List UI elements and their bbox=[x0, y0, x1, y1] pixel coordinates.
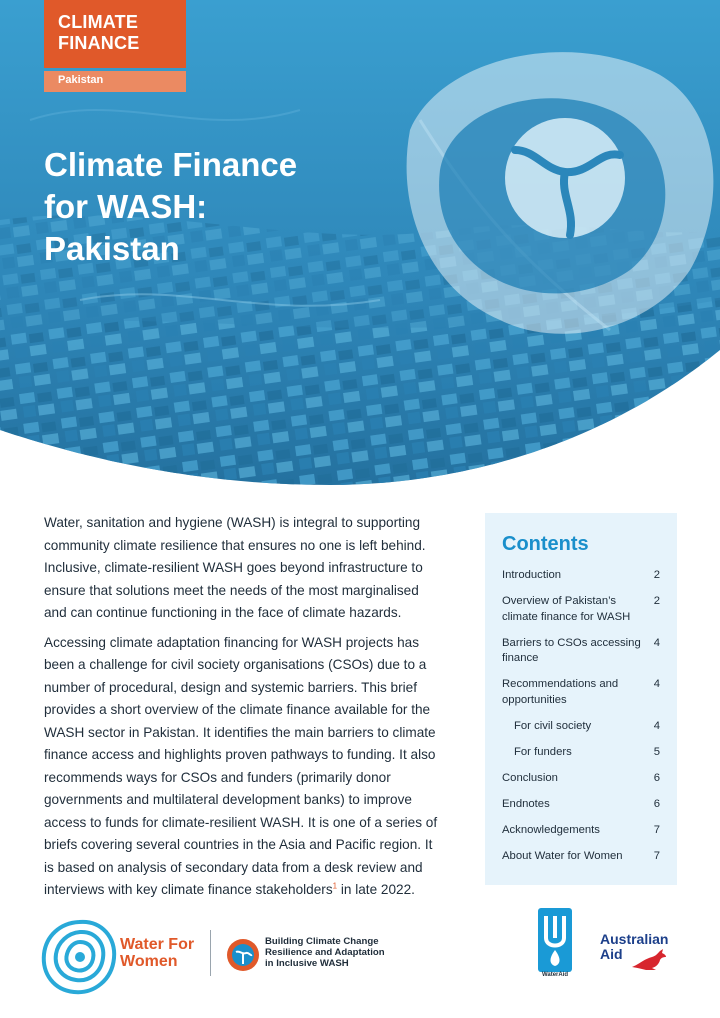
contents-item[interactable] bbox=[502, 594, 660, 625]
page-title bbox=[44, 144, 384, 270]
contents-item[interactable] bbox=[502, 677, 660, 708]
series-badge bbox=[44, 0, 186, 68]
contents-item[interactable] bbox=[502, 849, 660, 865]
contents-item-label: For funders bbox=[514, 745, 572, 758]
water-for-women-logo-icon bbox=[40, 918, 118, 996]
bcc-line-2: Resilience and Adaptation bbox=[265, 947, 385, 958]
contents-list bbox=[502, 568, 660, 864]
contents-heading: Contents bbox=[502, 533, 589, 555]
intro-text bbox=[44, 512, 444, 909]
series-label: CLIMATE FINANCE bbox=[58, 12, 140, 53]
footer-logos bbox=[0, 900, 720, 1018]
wfw-line-1: Water For bbox=[120, 936, 195, 953]
contents-item-label: About Water for Women bbox=[502, 849, 623, 862]
contents-item[interactable] bbox=[502, 823, 660, 839]
contents-item-label: Barriers to CSOs accessing finance bbox=[502, 636, 641, 664]
contents-item-page: 6 bbox=[653, 771, 660, 784]
wateraid-logo-icon bbox=[538, 908, 572, 972]
bcc-line-3: in Inclusive WASH bbox=[265, 958, 349, 969]
intro-paragraph-2 bbox=[44, 632, 444, 902]
aus-line-1: Australian bbox=[600, 931, 669, 947]
contents-item-page: 7 bbox=[653, 823, 660, 836]
climate-resilience-globe-icon bbox=[226, 938, 260, 972]
title-line-3: Pakistan bbox=[44, 230, 180, 267]
contents-item-page: 6 bbox=[653, 797, 660, 810]
contents-item[interactable] bbox=[502, 797, 660, 813]
contents-item-label: Acknowledgements bbox=[502, 823, 600, 836]
contents-item-page: 5 bbox=[653, 745, 660, 758]
intro-paragraph-2-text: Accessing climate adaptation financing for WASH projects has been a challenge for civil society organisations (CSOs) due to a number of procedural, design and systemic barriers. This brief provides a short overview of the climate finance available for the WASH sector in Pakistan. It identifies the main barriers to climate finance access and highlights proven pathways to funding. It also recommends ways for CSOs and funders (primarily donor governments and multilateral development banks) to improve access to funds for climate-resilient WASH. It is one of a series of briefs covering several countries in the Asia and Pacific region. It is based on analysis of secondary data from a desk review and interviews with key climate finance stakeholders bbox=[44, 634, 438, 897]
intro-paragraph-1: Water, sanitation and hygiene (WASH) is integral to supporting community climate resilience that ensures no one is left behind. Inclusive, climate-resilient WASH goes beyond infrastructure to ensure that solutions meet the needs of the most marginalised and can continue functioning in the face of climate hazards. bbox=[44, 515, 426, 620]
contents-item-label: Recommendations and opportunities bbox=[502, 678, 619, 706]
contents-panel bbox=[485, 513, 677, 885]
contents-item-label: Overview of Pakistan’s climate finance for WASH bbox=[502, 595, 631, 623]
contents-item-page: 7 bbox=[653, 849, 660, 862]
contents-item-page: 2 bbox=[653, 595, 660, 607]
contents-item-page: 4 bbox=[653, 719, 660, 732]
kangaroo-icon bbox=[630, 947, 670, 971]
contents-item-label: Introduction bbox=[502, 569, 562, 581]
contents-item-label: For civil society bbox=[514, 719, 592, 732]
country-badge bbox=[44, 71, 186, 92]
logo-divider bbox=[210, 930, 211, 976]
contents-item[interactable] bbox=[502, 745, 660, 761]
intro-paragraph-2-tail: in late 2022. bbox=[337, 882, 415, 897]
wateraid-label: WaterAid bbox=[541, 972, 569, 978]
contents-item[interactable] bbox=[502, 719, 660, 735]
wfw-line-2: Women bbox=[120, 953, 178, 970]
contents-item-page: 4 bbox=[653, 678, 660, 690]
aus-line-2: Aid bbox=[600, 946, 623, 962]
footnote-reference[interactable]: 1 bbox=[332, 881, 338, 891]
contents-item[interactable] bbox=[502, 636, 660, 667]
water-for-women-wordmark bbox=[120, 936, 194, 970]
contents-item-page: 2 bbox=[653, 569, 660, 581]
hero-banner bbox=[0, 0, 720, 490]
contents-item[interactable] bbox=[502, 771, 660, 787]
contents-item[interactable] bbox=[502, 568, 660, 584]
contents-item-label: Conclusion bbox=[502, 771, 558, 784]
contents-item-label: Endnotes bbox=[502, 797, 550, 810]
building-climate-change-wordmark bbox=[265, 936, 425, 969]
country-label: Pakistan bbox=[58, 74, 104, 86]
bcc-line-1: Building Climate Change bbox=[265, 936, 379, 947]
contents-item-page: 4 bbox=[653, 636, 660, 649]
title-line-1: Climate Finance bbox=[44, 146, 298, 183]
title-line-2: for WASH: bbox=[44, 188, 208, 225]
